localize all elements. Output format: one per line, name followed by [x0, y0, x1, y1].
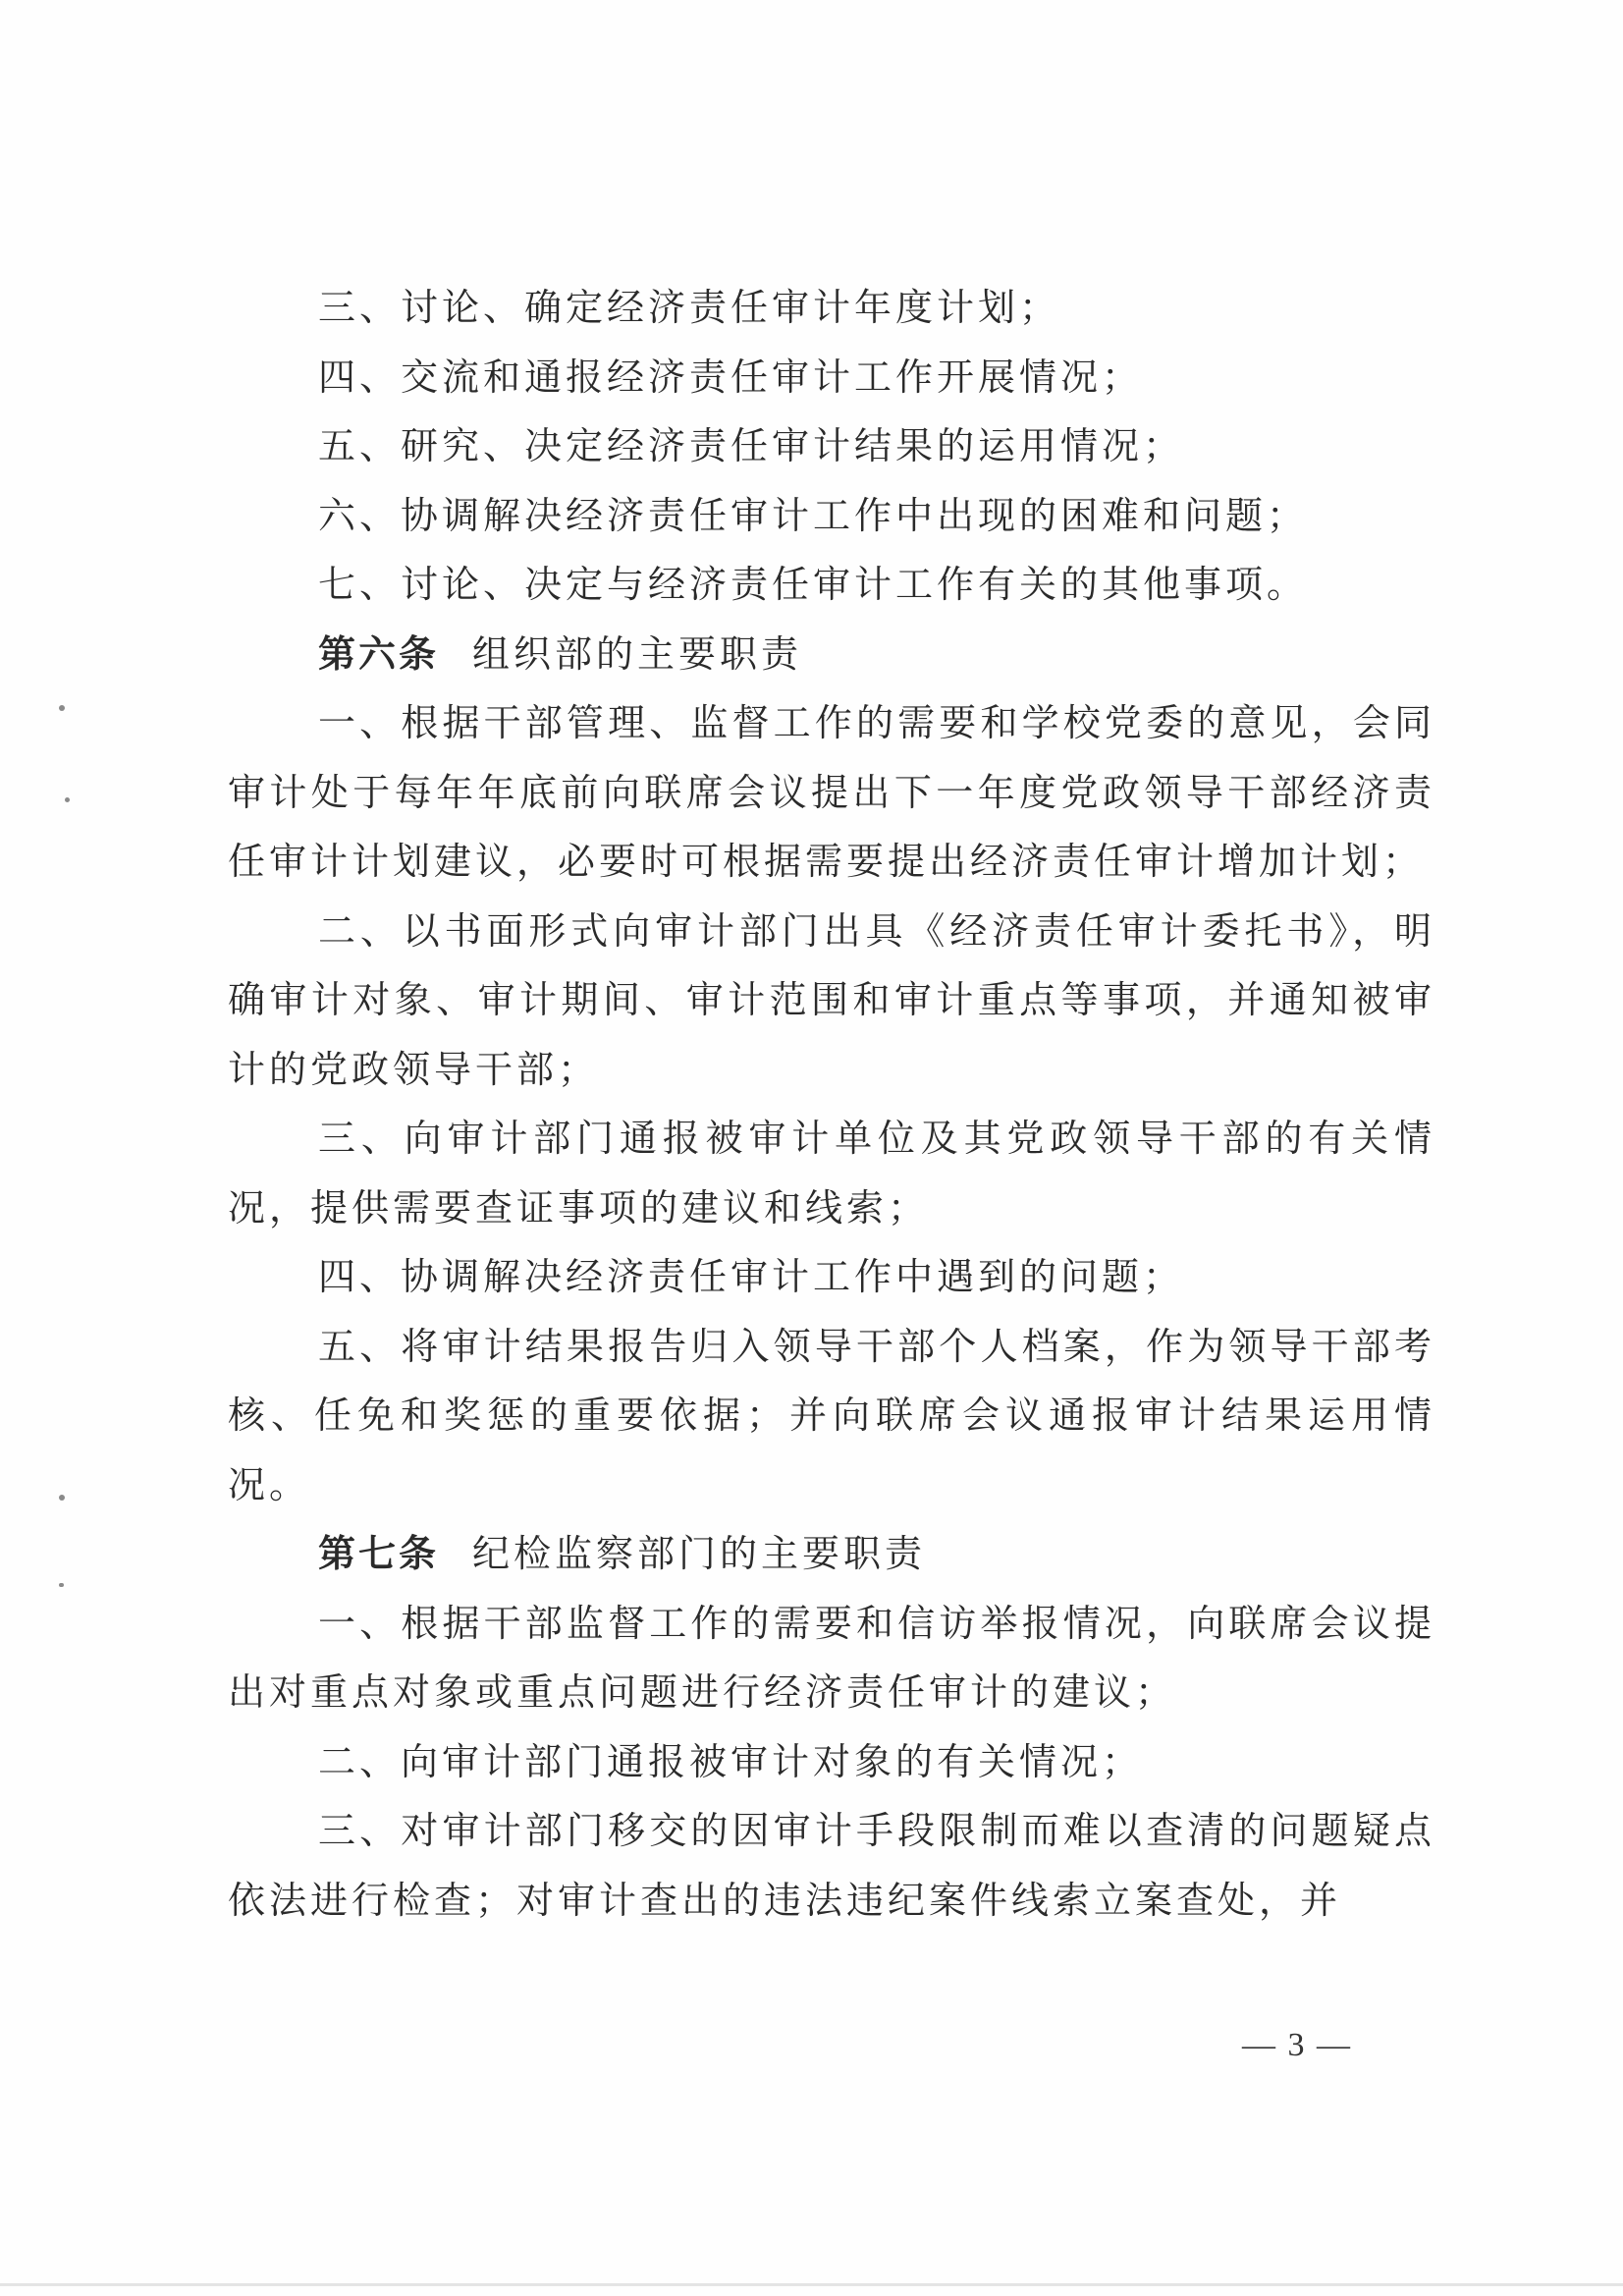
binding-hole-mark	[59, 1583, 64, 1587]
article-6-item-1: 一、根据干部管理、监督工作的需要和学校党委的意见，会同审计处于每年年底前向联席会议提出下一年度党政领导干部经济责任审计计划建议，必要时可根据需要提出经济责任审计增加计划；	[228, 701, 1435, 883]
binding-hole-mark	[59, 705, 65, 711]
article-6-item-5: 五、将审计结果报告归入领导干部个人档案，作为领导干部考核、任免和奖惩的重要依据；并向联席会议通报审计结果运用情况。	[228, 1324, 1435, 1506]
article-6-number: 第六条	[318, 630, 440, 676]
binding-hole-mark	[59, 1495, 65, 1501]
article-7-heading	[228, 1519, 1435, 1589]
paragraph-item-3: 三、讨论、确定经济责任审计年度计划；	[318, 286, 1061, 329]
article-6-heading	[228, 620, 1435, 689]
scan-edge	[0, 2283, 1623, 2286]
article-7-title: 纪检监察部门的主要职责	[472, 1532, 927, 1575]
article-6-title: 组织部的主要职责	[472, 631, 803, 676]
article-6-item-4: 四、协调解决经济责任审计工作中遇到的问题；	[318, 1255, 1185, 1298]
article-7-item-1: 一、根据干部监督工作的需要和信访举报情况，向联席会议提出对重点对象或重点问题进行经济责任审计的建议；	[228, 1601, 1435, 1714]
article-6-item-3: 三、向审计部门通报被审计单位及其党政领导干部的有关情况，提供需要查证事项的建议和线索；	[228, 1117, 1435, 1230]
article-6-item-2: 二、以书面形式向审计部门出具《经济责任审计委托书》，明确审计对象、审计期间、审计范围和审计重点等事项，并通知被审计的党政领导干部；	[228, 908, 1435, 1091]
article-7-item-2: 二、向审计部门通报被审计对象的有关情况；	[318, 1739, 1144, 1783]
article-7-item-3: 三、对审计部门移交的因审计手段限制而难以查清的问题疑点依法进行检查；对审计查出的违法违纪案件线索立案查处，并	[228, 1809, 1435, 1922]
paragraph-item-5: 五、研究、决定经济责任审计结果的运用情况；	[318, 424, 1185, 467]
page-number: — 3 —	[1242, 2027, 1352, 2063]
article-7-number: 第七条	[318, 1531, 440, 1575]
paragraph-item-6: 六、协调解决经济责任审计工作中出现的困难和问题；	[318, 493, 1309, 537]
binding-hole-mark	[65, 797, 70, 802]
paragraph-item-7: 七、讨论、决定与经济责任审计工作有关的其他事项。	[318, 563, 1309, 606]
document-body	[228, 273, 1435, 1935]
paragraph-item-4: 四、交流和通报经济责任审计工作开展情况；	[318, 355, 1144, 399]
